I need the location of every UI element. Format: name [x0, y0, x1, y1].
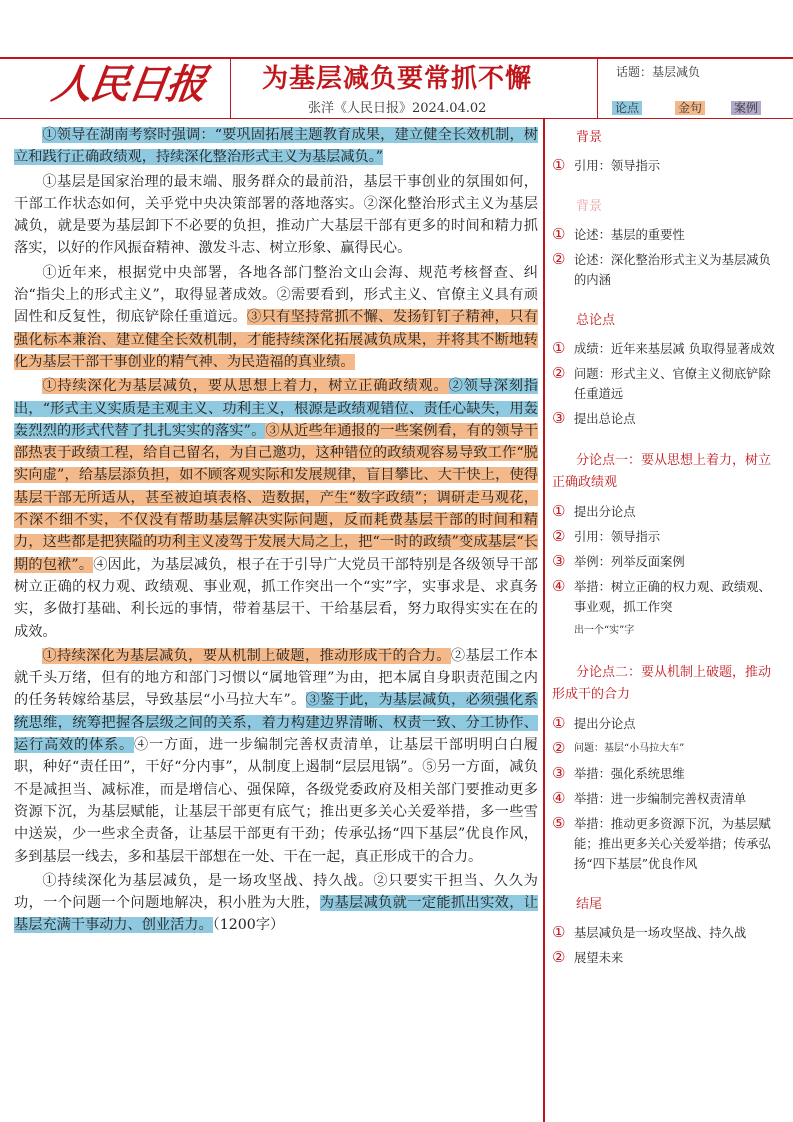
article-paragraph: [14, 645, 538, 868]
outline-item-text: 展望未来: [574, 951, 624, 965]
outline-item-text: 举措：强化系统思维: [574, 767, 685, 781]
outline-item-text: 引用：领导指示: [574, 159, 661, 173]
outline-item-text: 提出总论点: [574, 412, 636, 426]
highlighted-text-blue: 为基层减负就一定能抓出实效，让基层充满干事动力、创业活力。: [14, 895, 538, 934]
section-gap: [552, 973, 778, 985]
article-paragraph: [14, 171, 538, 260]
outline-item: [552, 714, 778, 734]
outline-item-number: ②: [552, 250, 566, 268]
outline-item-number: ①: [552, 339, 566, 357]
highlighted-text-orange: ①持续深化为基层减负，要从思想上着力，树立正确政绩观。: [42, 378, 449, 395]
outline-item-text: 基层减负是一场攻坚战、持久战: [574, 926, 747, 940]
section-gap: [552, 181, 778, 193]
paragraph-text: （1200字）: [212, 917, 285, 934]
paragraph-text: ④一方面，进一步编制完善权责清单，让基层干部明明白白履职，种好“责任田”，干好“分内事”，从制度上遏制“层层甩锅”。⑤另一方面，减负不是减担当、减标准，而是增信心、强保障，各级党委政府及相关部门要推动更多资源下沉，为基层赋能，让基层干部更有底气；推出更多关心关爱举措，多一些雪中送炭，少一些求全责备，让基层干部更有干劲；传承弘扬“四下基层”优良作风，多到基层一线去，多和基层干部想在一处、干在一起，真正形成干的合力。: [14, 737, 538, 865]
highlighted-text-orange: ③只有坚持常抓不懈、发扬钉钉子精神，只有强化标本兼治、建立健全长效机制，才能持续深化拓展减负成果，并将其不断地转化为基层干部干事创业的精气神、为民造福的真业绩。: [14, 309, 538, 370]
outline-item-number: ④: [552, 577, 566, 595]
outline-item-number: ④: [552, 789, 566, 807]
outline-section-heading: 总论点: [576, 313, 616, 328]
outline-item: [552, 527, 778, 547]
outline-item: [552, 364, 778, 404]
outline-item-text: 问题：形式主义、官僚主义彻底铲除任重道远: [574, 367, 771, 401]
newspaper-logo: 人民日报: [48, 61, 208, 108]
outline-item-text: 举例：列举反面案例: [574, 555, 685, 569]
outline-item-number: ②: [552, 948, 566, 966]
outline-item: [552, 225, 778, 245]
outline-item-number: ①: [552, 156, 566, 174]
outline-item: [552, 502, 778, 522]
paragraph-text: ④因此，为基层减负，根子在于引导广大党员干部特别是各级领导干部树立正确的权力观、政绩观、事业观，抓工作突出一个“实”字，实事求是、求真务实，多做打基础、利长远的事情，带着基层干、干给基层看，努力取得实实在在的成效。: [14, 556, 538, 640]
outline-item-number: ②: [552, 739, 566, 757]
highlighted-text-orange: ①持续深化为基层减负，要从机制上破题，推动形成干的合力。: [42, 647, 451, 664]
paragraph-text: ②基层工作本就千头万绪，但有的地方和部门习惯以“属地管理”为由，把本属自身职责范围之内的任务转嫁给基层，导致基层“小马拉大车”。: [14, 647, 538, 709]
outline-item-text: 举措：推动更多资源下沉，为基层赋能；推出更多关心关爱举措；传承弘扬“四下基层”优良作风: [574, 817, 771, 871]
outline-item-text: 论述：基层的重要性: [574, 228, 685, 242]
outline-item-text: 举措：进一步编制完善权责清单: [574, 792, 747, 806]
outline-section-heading: 分论点一：要从思想上着力，树立正确政绩观: [552, 453, 772, 490]
outline-item: [552, 814, 778, 874]
paragraph-text: ①基层是国家治理的最末端、服务群众的最前沿，基层干事创业的氛围如何，干部工作状态如何，关乎党中央决策部署的落地落实。②深化整治形式主义为基层减负，就是要为基层卸下不必要的负担，推动广大基层干部有更多的时间和精力抓落实，以好的作风振奋精神、激发斗志、树立形象、赢得民心。: [14, 173, 538, 257]
outline-item-number: ⑤: [552, 814, 566, 832]
outline-item-number: ③: [552, 552, 566, 570]
article-paragraph: [14, 375, 538, 643]
outline-item: [552, 948, 778, 968]
outline-item-number: ②: [552, 364, 566, 382]
topic-label: 话题：基层减负: [616, 65, 701, 79]
legend-quote: 金句: [675, 101, 705, 115]
article-body: [14, 124, 538, 939]
outline-item: [552, 339, 778, 359]
outline-item: [552, 739, 778, 759]
outline-item: [552, 156, 778, 176]
outline-panel: [552, 124, 778, 985]
outline-section-heading: 分论点二：要从机制上破题，推动形成干的合力: [552, 665, 772, 702]
outline-item-text: 论述：深化整治形式主义为基层减负的内涵: [574, 253, 771, 287]
outline-item-number: ①: [552, 714, 566, 732]
section-gap: [552, 434, 778, 446]
outline-item-number: ②: [552, 527, 566, 545]
page-title: 为基层减负要常抓不懈: [262, 64, 533, 94]
article-paragraph: [14, 262, 538, 373]
outline-item-text: 问题：基层“小马拉大车”: [574, 743, 685, 754]
outline-item: [552, 764, 778, 784]
outline-item-text: 举措：树立正确的权力观、政绩观、事业观，抓工作突: [574, 580, 771, 614]
paragraph-text: ①近年来，根据党中央部署，各地各部门整治文山会海、规范考核督查、纠治“指尖上的形式主义”，取得显著成效。②需要看到，形式主义、官僚主义具有顽固性和反复性，彻底铲除任重道远。: [14, 264, 538, 326]
outline-section-heading: 背景: [576, 199, 603, 214]
header-bottom-rule: [0, 118, 793, 119]
outline-item-number: ③: [552, 764, 566, 782]
section-gap: [552, 879, 778, 891]
highlighted-text-orange: ③从近些年通报的一些案例看，有的领导干部热衷于政绩工程，给自己留名，为自己邀功，这种错位的政绩观容易导致工作“脱实向虚”，给基层添负担，如不顾客观实际和发展规律，盲目攀比、大干快上，使得基层干部无所适从，甚至被迫填表格、造数据，产生“数字政绩”；调研走马观花，不深不细不实，不仅没有帮助基层解决实际问题，反而耗费基层干部的时间和精力，这些都是把狭隘的功利主义凌驾于发展大局之上，把“一时的政绩”变成基层“长期的包袱”。: [14, 422, 538, 573]
highlighted-text-blue: ②领导深刻指出，“形式主义实质是主观主义、功利主义，根源是政绩观错位、责任心缺失，用轰轰烈烈的形式代替了扎扎实实的落实”。: [14, 378, 538, 439]
highlighted-text-blue: ③鉴于此，为基层减负，必须强化系统思维，统筹把握各层级之间的关系，着力构建边界清晰、权责一致、分工协作、运行高效的体系。: [14, 692, 538, 754]
column-divider: [543, 118, 545, 1122]
highlighted-text-blue: ①领导在湖南考察时强调：“要巩固拓展主题教育成果，建立健全长效机制，树立和践行正确政绩观，持续深化整治形式主义为基层减负。”: [14, 127, 538, 166]
outline-item-number: ①: [552, 923, 566, 941]
section-gap: [552, 646, 778, 658]
legend-case: 案例: [731, 101, 761, 115]
outline-item: [552, 923, 778, 943]
outline-item-subtext: 出一个“实”字: [574, 625, 635, 636]
outline-section-heading: 结尾: [576, 897, 603, 912]
article-paragraph: [14, 124, 538, 169]
outline-item: [552, 577, 778, 641]
outline-item-text: 提出分论点: [574, 505, 636, 519]
outline-item-text: 成绩：近年来基层减 负取得显著成效: [574, 342, 775, 356]
outline-item-text: 引用：领导指示: [574, 530, 661, 544]
outline-item: [552, 789, 778, 809]
outline-item: [552, 552, 778, 572]
outline-item: [552, 409, 778, 429]
header-divider-right: [597, 57, 598, 119]
section-gap: [552, 295, 778, 307]
byline: 张洋《人民日报》2024.04.02: [308, 101, 487, 116]
outline-section-heading: 背景: [576, 130, 603, 145]
outline-item: [552, 250, 778, 290]
outline-item-text: 提出分论点: [574, 717, 636, 731]
outline-item-number: ①: [552, 225, 566, 243]
header-divider-left: [230, 57, 231, 119]
legend-argument: 论点: [612, 101, 642, 115]
outline-item-number: ①: [552, 502, 566, 520]
paragraph-text: ①持续深化为基层减负，是一场攻坚战、持久战。②只要实干担当、久久为功，一个问题一个问题地解决，积小胜为大胜，: [14, 872, 538, 912]
outline-item-number: ③: [552, 409, 566, 427]
article-paragraph: [14, 870, 538, 937]
